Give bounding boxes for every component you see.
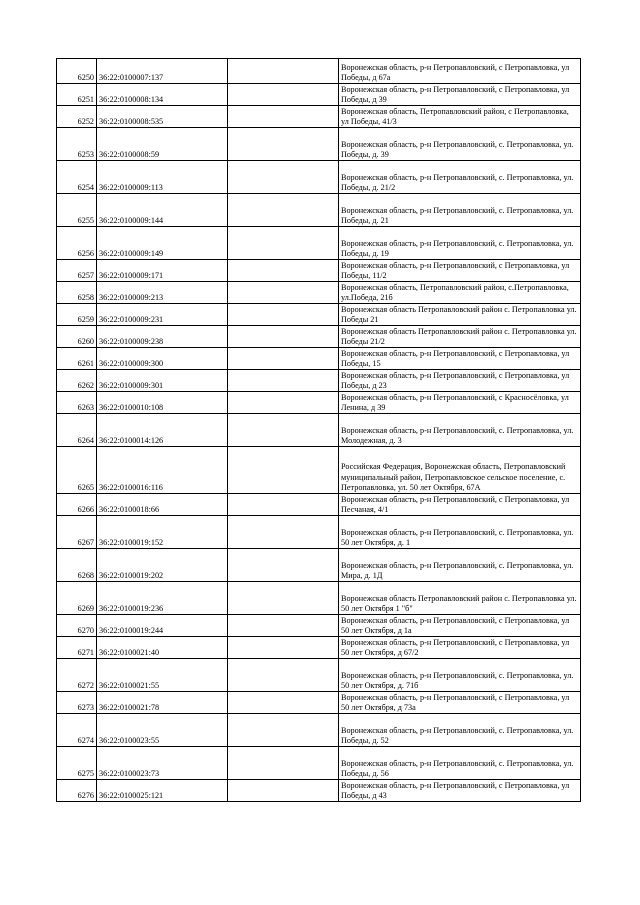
- empty-cell: [228, 637, 339, 659]
- row-number-cell: 6274: [57, 714, 97, 747]
- empty-cell: [228, 549, 339, 582]
- address-cell: Воронежская область, р-н Петропавловский, с Петропавловка, ул 50 лет Октября, д 1а: [339, 615, 581, 637]
- table-row: [57, 304, 581, 326]
- cadastral-number-cell: 36:22:0100025:121: [97, 780, 228, 802]
- empty-cell: [228, 326, 339, 348]
- row-number-cell: 6268: [57, 549, 97, 582]
- row-number-cell: 6250: [57, 59, 97, 84]
- empty-cell: [228, 582, 339, 615]
- cadastral-number-cell: 36:22:0100008:134: [97, 84, 228, 106]
- address-cell: Воронежская область, р-н Петропавловский, с. Петропавловка, ул. Победы, д. 39: [339, 128, 581, 161]
- row-number-cell: 6253: [57, 128, 97, 161]
- table-row: [57, 194, 581, 227]
- cadastral-number-cell: 36:22:0100014:126: [97, 414, 228, 447]
- empty-cell: [228, 128, 339, 161]
- cadastral-number-cell: 36:22:0100008:535: [97, 106, 228, 128]
- cadastral-number-cell: 36:22:0100023:55: [97, 714, 228, 747]
- address-cell: Воронежская область, р-н Петропавловский, с Петропавловка, ул Победы, д 43: [339, 780, 581, 802]
- address-cell: Воронежская область, р-н Петропавловский, с Петропавловка, ул Победы, д 23: [339, 370, 581, 392]
- row-number-cell: 6276: [57, 780, 97, 802]
- table-row: [57, 370, 581, 392]
- row-number-cell: 6267: [57, 516, 97, 549]
- cadastral-number-cell: 36:22:0100016:116: [97, 447, 228, 494]
- table-row: [57, 692, 581, 714]
- registry-table: [56, 58, 581, 802]
- table-row: [57, 282, 581, 304]
- cadastral-number-cell: 36:22:0100009:113: [97, 161, 228, 194]
- empty-cell: [228, 692, 339, 714]
- table-row: [57, 260, 581, 282]
- empty-cell: [228, 494, 339, 516]
- row-number-cell: 6265: [57, 447, 97, 494]
- cadastral-number-cell: 36:22:0100009:300: [97, 348, 228, 370]
- empty-cell: [228, 348, 339, 370]
- address-cell: Воронежская область, р-н Петропавловский, с. Петропавловка, ул. 50 лет Октября, д. 71б: [339, 659, 581, 692]
- empty-cell: [228, 194, 339, 227]
- cadastral-number-cell: 36:22:0100007:137: [97, 59, 228, 84]
- address-cell: Воронежская область, р-н Петропавловский, с. Петропавловка, ул. 50 лет Октября, д. 1: [339, 516, 581, 549]
- row-number-cell: 6255: [57, 194, 97, 227]
- address-cell: Воронежская область, Петропавловский район, с.Петропавловка, ул.Победа, 21б: [339, 282, 581, 304]
- row-number-cell: 6256: [57, 227, 97, 260]
- table-row: [57, 582, 581, 615]
- row-number-cell: 6257: [57, 260, 97, 282]
- table-row: [57, 516, 581, 549]
- cadastral-number-cell: 36:22:0100021:40: [97, 637, 228, 659]
- table-row: [57, 161, 581, 194]
- table-row: [57, 659, 581, 692]
- table-row: [57, 549, 581, 582]
- table-row: [57, 84, 581, 106]
- cadastral-number-cell: 36:22:0100010:108: [97, 392, 228, 414]
- empty-cell: [228, 282, 339, 304]
- row-number-cell: 6261: [57, 348, 97, 370]
- row-number-cell: 6263: [57, 392, 97, 414]
- address-cell: Воронежская область, р-н Петропавловский, с. Петропавловка, ул. Мира, д. 1Д: [339, 549, 581, 582]
- table-row: [57, 348, 581, 370]
- cadastral-number-cell: 36:22:0100009:213: [97, 282, 228, 304]
- table-row: [57, 106, 581, 128]
- row-number-cell: 6272: [57, 659, 97, 692]
- address-cell: Воронежская область, р-н Петропавловский, с Петропавловка, ул Победы, 11/2: [339, 260, 581, 282]
- address-cell: Воронежская область, р-н Петропавловский, с. Петропавловка, ул. Молодежная, д. 3: [339, 414, 581, 447]
- empty-cell: [228, 227, 339, 260]
- empty-cell: [228, 447, 339, 494]
- row-number-cell: 6275: [57, 747, 97, 780]
- address-cell: Воронежская область, р-н Петропавловский, с Петропавловка, ул Победы, д 39: [339, 84, 581, 106]
- empty-cell: [228, 780, 339, 802]
- cadastral-number-cell: 36:22:0100009:301: [97, 370, 228, 392]
- address-cell: Российская Федерация, Воронежская область, Петропавловский муниципальный район, Петропавловское сельское поселение, с. Петропавловка, ул. 50 лет Октября, 67А: [339, 447, 581, 494]
- table-row: [57, 494, 581, 516]
- cadastral-number-cell: 36:22:0100019:236: [97, 582, 228, 615]
- empty-cell: [228, 659, 339, 692]
- registry-table-body: [57, 59, 581, 802]
- row-number-cell: 6273: [57, 692, 97, 714]
- cadastral-number-cell: 36:22:0100019:244: [97, 615, 228, 637]
- empty-cell: [228, 516, 339, 549]
- address-cell: Воронежская область, р-н Петропавловский, с Петропавловка, ул Победы, 15: [339, 348, 581, 370]
- empty-cell: [228, 84, 339, 106]
- address-cell: Воронежская область, р-н Петропавловский, с. Петропавловка, ул. Победы, д. 21: [339, 194, 581, 227]
- cadastral-number-cell: 36:22:0100008:59: [97, 128, 228, 161]
- table-row: [57, 714, 581, 747]
- address-cell: Воронежская область, р-н Петропавловский, с. Петропавловка, ул. Победы, д. 52: [339, 714, 581, 747]
- cadastral-number-cell: 36:22:0100018:66: [97, 494, 228, 516]
- address-cell: Воронежская область, р-н Петропавловский, с. Петропавловка, ул. Победы, д. 21/2: [339, 161, 581, 194]
- table-row: [57, 447, 581, 494]
- empty-cell: [228, 304, 339, 326]
- row-number-cell: 6271: [57, 637, 97, 659]
- table-row: [57, 637, 581, 659]
- table-row: [57, 414, 581, 447]
- table-row: [57, 747, 581, 780]
- empty-cell: [228, 747, 339, 780]
- row-number-cell: 6258: [57, 282, 97, 304]
- empty-cell: [228, 106, 339, 128]
- cadastral-number-cell: 36:22:0100009:231: [97, 304, 228, 326]
- address-cell: Воронежская область Петропавловский район с. Петропавловка ул. Победы 21/2: [339, 326, 581, 348]
- row-number-cell: 6259: [57, 304, 97, 326]
- cadastral-number-cell: 36:22:0100019:202: [97, 549, 228, 582]
- table-row: [57, 128, 581, 161]
- cadastral-number-cell: 36:22:0100009:238: [97, 326, 228, 348]
- row-number-cell: 6264: [57, 414, 97, 447]
- row-number-cell: 6251: [57, 84, 97, 106]
- table-row: [57, 326, 581, 348]
- address-cell: Воронежская область, р-н Петропавловский, с Красносёловка, ул Ленина, д 39: [339, 392, 581, 414]
- empty-cell: [228, 392, 339, 414]
- address-cell: Воронежская область Петропавловский район с. Петропавловка ул. Победы 21: [339, 304, 581, 326]
- empty-cell: [228, 714, 339, 747]
- table-row: [57, 615, 581, 637]
- address-cell: Воронежская область, р-н Петропавловский, с. Петропавловка, ул. Победы, д. 19: [339, 227, 581, 260]
- address-cell: Воронежская область, р-н Петропавловский, с Петропавловка, ул Победы, д 67а: [339, 59, 581, 84]
- row-number-cell: 6266: [57, 494, 97, 516]
- empty-cell: [228, 59, 339, 84]
- empty-cell: [228, 615, 339, 637]
- address-cell: Воронежская область, р-н Петропавловский, с Петропавловка, ул 50 лет Октября, д 73а: [339, 692, 581, 714]
- cadastral-number-cell: 36:22:0100021:78: [97, 692, 228, 714]
- cadastral-number-cell: 36:22:0100009:149: [97, 227, 228, 260]
- row-number-cell: 6252: [57, 106, 97, 128]
- empty-cell: [228, 414, 339, 447]
- empty-cell: [228, 161, 339, 194]
- cadastral-number-cell: 36:22:0100019:152: [97, 516, 228, 549]
- table-row: [57, 59, 581, 84]
- address-cell: Воронежская область, р-н Петропавловский, с Петропавловка, ул Песчаная, 4/1: [339, 494, 581, 516]
- row-number-cell: 6262: [57, 370, 97, 392]
- row-number-cell: 6269: [57, 582, 97, 615]
- row-number-cell: 6254: [57, 161, 97, 194]
- empty-cell: [228, 370, 339, 392]
- empty-cell: [228, 260, 339, 282]
- address-cell: Воронежская область, р-н Петропавловский, с Петропавловка, ул 50 лет Октября, д 67/2: [339, 637, 581, 659]
- row-number-cell: 6270: [57, 615, 97, 637]
- address-cell: Воронежская область, р-н Петропавловский, с. Петропавловка, ул. Победы, д. 56: [339, 747, 581, 780]
- cadastral-number-cell: 36:22:0100009:171: [97, 260, 228, 282]
- address-cell: Воронежская область Петропавловский район с. Петропавловка ул. 50 лет Октября 1 "б": [339, 582, 581, 615]
- row-number-cell: 6260: [57, 326, 97, 348]
- table-row: [57, 227, 581, 260]
- cadastral-number-cell: 36:22:0100023:73: [97, 747, 228, 780]
- address-cell: Воронежская область, Петропавловский район, с Петропавловка, ул Победы, 41/3: [339, 106, 581, 128]
- table-row: [57, 392, 581, 414]
- table-row: [57, 780, 581, 802]
- cadastral-number-cell: 36:22:0100021:55: [97, 659, 228, 692]
- cadastral-number-cell: 36:22:0100009:144: [97, 194, 228, 227]
